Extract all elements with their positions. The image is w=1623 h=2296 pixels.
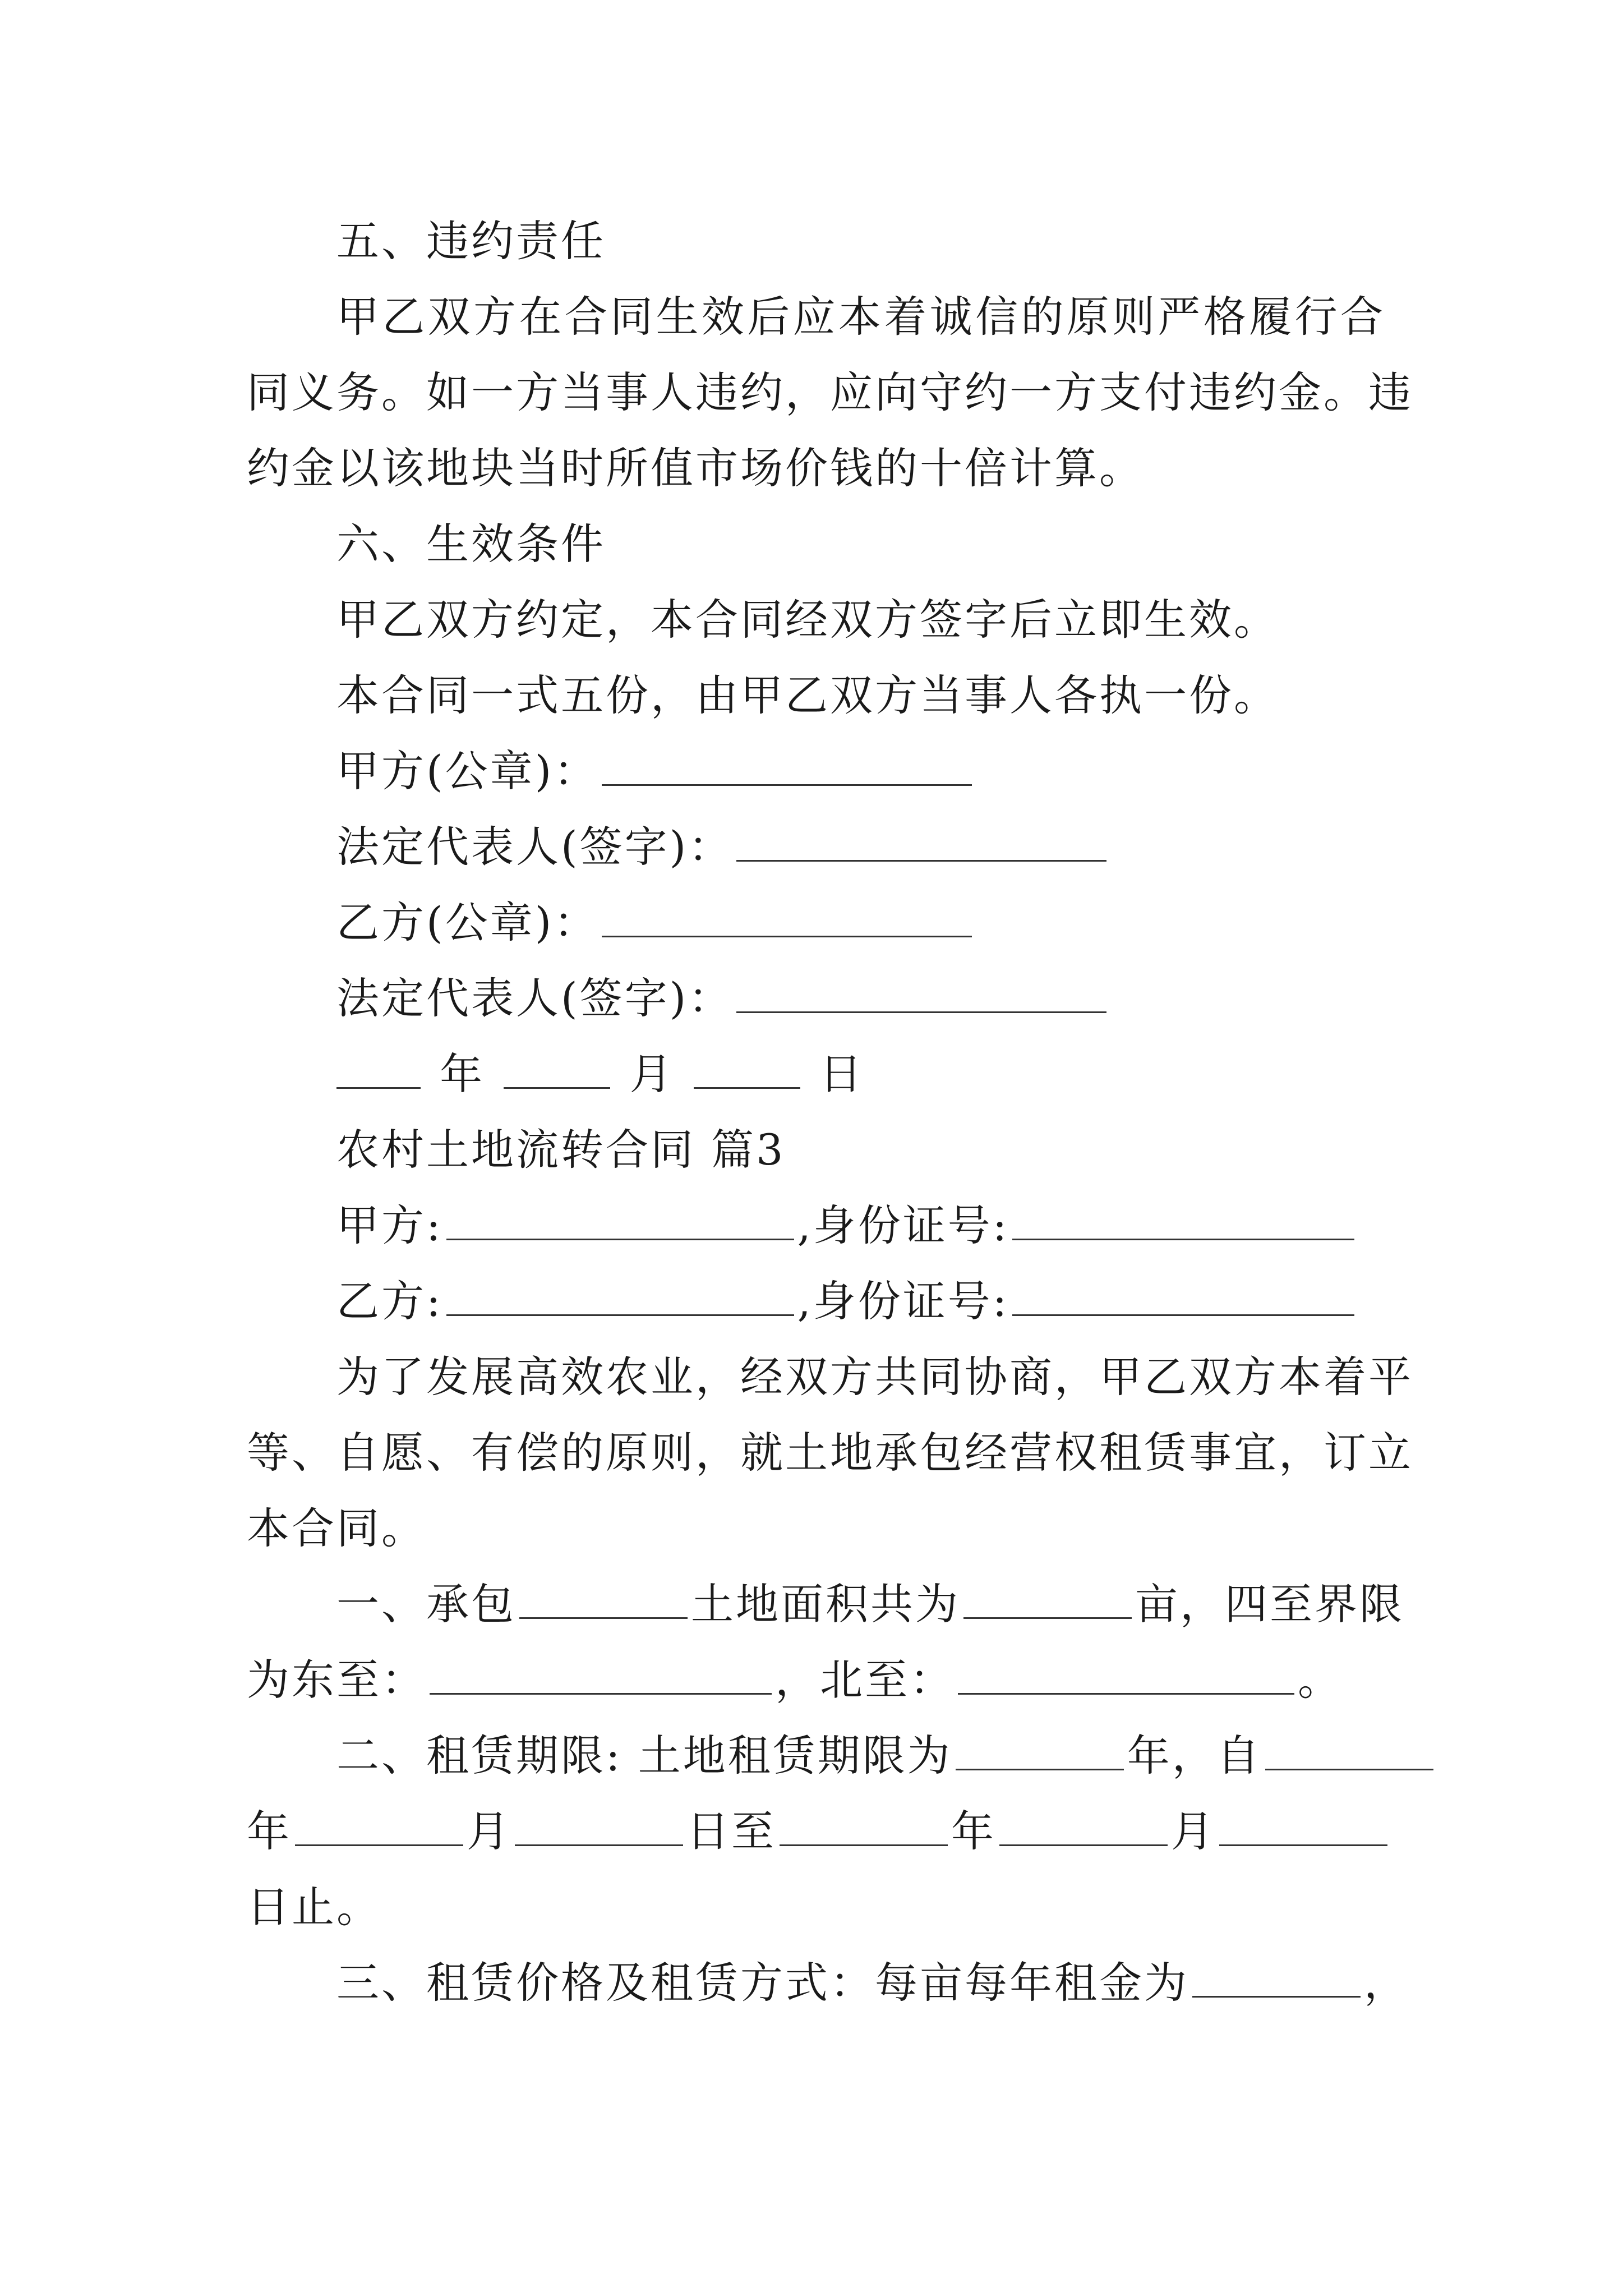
rent-amount-blank[interactable] (1192, 1957, 1361, 1998)
year-label: 年 (440, 1049, 485, 1099)
party-b-id-blank[interactable] (1012, 1275, 1354, 1316)
clause-one-row (336, 1576, 1404, 1632)
date-row (336, 1046, 1385, 1102)
party-b-rep-blank[interactable] (736, 972, 1106, 1013)
party-b-name-blank[interactable] (446, 1275, 794, 1316)
party-a-rep-blank[interactable] (736, 821, 1106, 862)
land-area-blank[interactable] (963, 1578, 1132, 1619)
month-label: 月 (467, 1806, 511, 1856)
comma-mark: ， (1364, 1958, 1409, 2008)
from-label: 年，自 (1127, 1731, 1262, 1780)
month-blank[interactable] (504, 1048, 610, 1089)
section-heading-effect: 六、生效条件 (336, 519, 606, 569)
end-year-blank[interactable] (780, 1805, 948, 1846)
paragraph-line: 甲乙双方在合同生效后应本着诚信的原则严格履行合 (336, 292, 1385, 342)
section-heading-breach: 五、违约责任 (336, 216, 606, 266)
party-b-label: 乙方: (336, 1276, 443, 1326)
paragraph-line: 为了发展高效农业，经双方共同协商，甲乙双方本着平 (336, 1352, 1413, 1402)
party-a-id-blank[interactable] (1012, 1199, 1354, 1240)
rent-label: 三、租赁价格及租赁方式：每亩每年租金为 (336, 1958, 1189, 2008)
clause-two-row (336, 1728, 1385, 1784)
land-location-blank[interactable] (519, 1578, 688, 1619)
paragraph-line: 本合同。 (247, 1503, 426, 1553)
clause-three-row (336, 1955, 1409, 2011)
party-b-rep-label: 法定代表人(签字)： (336, 973, 734, 1023)
paragraph-line: 等、自愿、有偿的原则，就土地承包经营权租赁事宜，订立 (247, 1428, 1413, 1478)
east-blank[interactable] (430, 1654, 772, 1695)
start-year-blank[interactable] (1265, 1729, 1433, 1770)
end-month-blank[interactable] (999, 1805, 1168, 1846)
east-label: 为东至： (247, 1655, 426, 1705)
id-number-label: ,身份证号: (797, 1200, 1009, 1250)
day-blank[interactable] (694, 1048, 800, 1089)
lease-term-label: 二、租赁期限: 土地租赁期限为 (336, 1731, 952, 1780)
paragraph-line: 甲乙双方约定，本合同经双方签字后立即生效。 (336, 595, 1279, 645)
party-b-seal-label: 乙方(公章)： (336, 898, 599, 947)
party-b-seal-row (336, 895, 1385, 951)
paragraph-line: 本合同一式五份，由甲乙双方当事人各执一份。 (336, 670, 1279, 720)
start-month-blank[interactable] (295, 1805, 463, 1846)
day-to-label: 日至 (686, 1806, 776, 1856)
month-label: 月 (629, 1049, 675, 1099)
year-blank[interactable] (336, 1048, 421, 1089)
party-a-label: 甲方: (336, 1200, 443, 1250)
id-number-label: ,身份证号: (797, 1276, 1009, 1326)
party-a-seal-label: 甲方(公章)： (336, 746, 599, 796)
paragraph-line: 同义务。如一方当事人违约，应向守约一方支付违约金。违 (247, 367, 1413, 417)
north-label: ，北至： (775, 1655, 955, 1705)
year-label: 年 (247, 1806, 292, 1856)
paragraph-line: 约金以该地块当时所值市场价钱的十倍计算。 (247, 443, 1144, 493)
party-a-name-blank[interactable] (446, 1199, 794, 1240)
day-label: 日 (819, 1049, 864, 1099)
party-a-seal-row (336, 743, 1385, 799)
end-day-blank[interactable] (1219, 1805, 1387, 1846)
period-mark: 。 (1298, 1655, 1343, 1705)
party-a-rep-label: 法定代表人(签字)： (336, 822, 734, 872)
land-area-label: 土地面积共为 (691, 1579, 960, 1629)
party-a-id-row (336, 1198, 1385, 1254)
contract-title: 农村土地流转合同 篇3 (336, 1125, 786, 1175)
party-b-id-row (336, 1273, 1385, 1329)
boundary-row (247, 1652, 1385, 1708)
paragraph-line: 日止。 (247, 1882, 381, 1932)
lease-date-row (247, 1803, 1385, 1860)
party-a-rep-row (336, 819, 1385, 875)
party-b-seal-blank[interactable] (602, 896, 972, 937)
start-day-blank[interactable] (515, 1805, 683, 1846)
clause-one-label: 一、承包 (336, 1579, 516, 1629)
party-b-rep-row (336, 970, 1385, 1027)
boundary-label: 亩，四至界限 (1135, 1579, 1404, 1629)
party-a-seal-blank[interactable] (602, 745, 972, 786)
year-label: 年 (951, 1806, 996, 1856)
lease-years-blank[interactable] (956, 1729, 1124, 1770)
month-label: 月 (1171, 1806, 1216, 1856)
north-blank[interactable] (958, 1654, 1294, 1695)
